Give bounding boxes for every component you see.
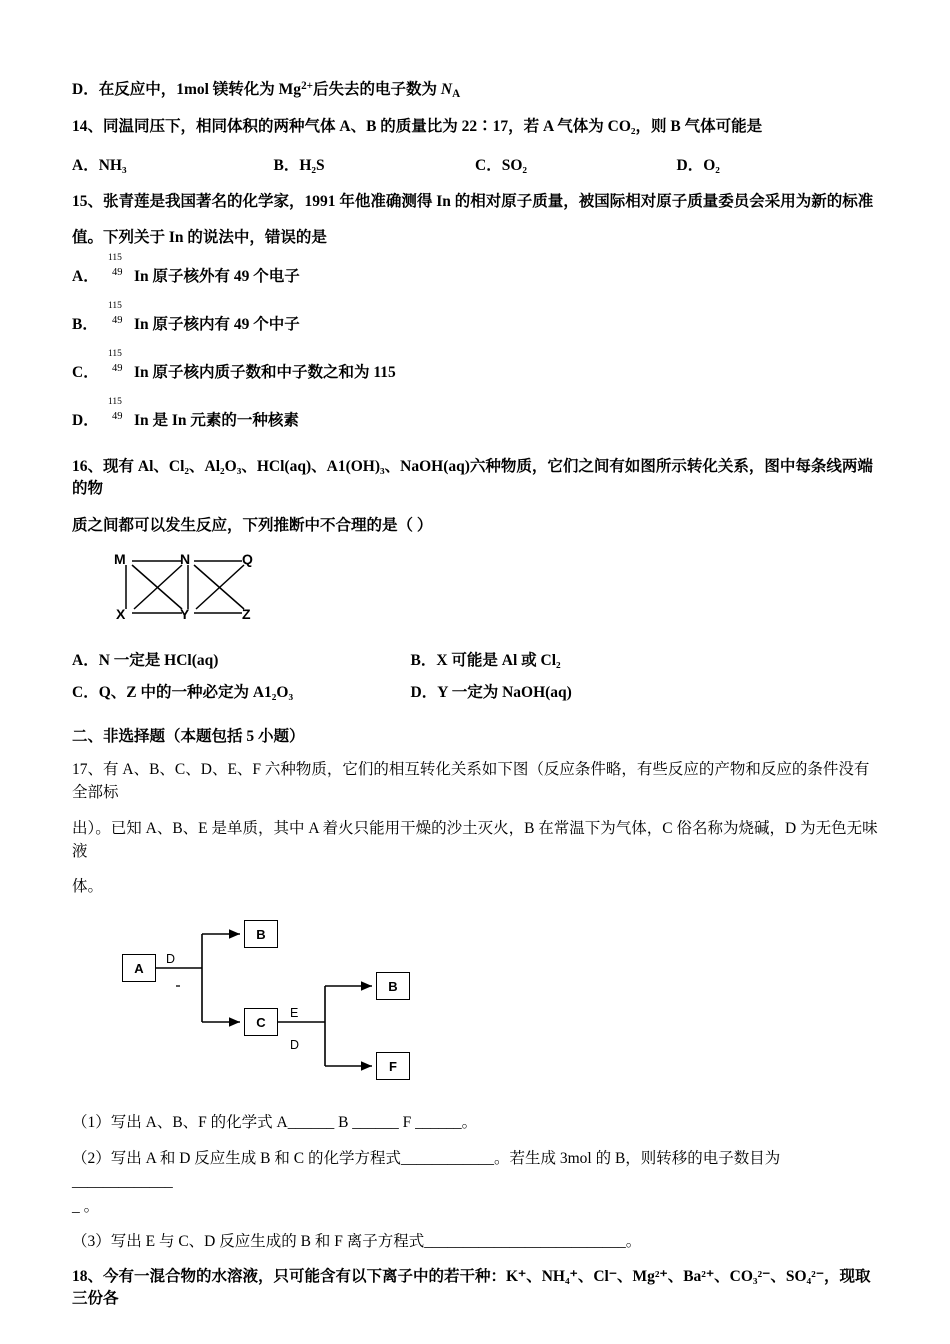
q15-choice-c-text: In 原子核内质子数和中子数之和为 115 — [134, 363, 396, 381]
q16-node-z: Z — [242, 606, 251, 623]
q13-option-d-charge: 2+ — [301, 80, 313, 92]
q17-stem-line1: 17、有 A、B、C、D、E、F 六种物质，它们的相互转化关系如下图（反应条件略，有些反应的产物和反应的条件没有全部标 — [72, 761, 870, 802]
q17-sub2: （2）写出 A 和 D 反应生成 B 和 C 的化学方程式____________。若生成 3mol 的 B，则转移的电子数目为_____________ — [72, 1149, 781, 1190]
q15-choice-d[interactable] — [72, 396, 878, 430]
q17-box-b-top: B — [244, 920, 278, 948]
q15-choice-b-label: B． — [72, 315, 98, 333]
q14-choice-b[interactable]: B．H₂S — [273, 156, 325, 174]
nuclide-notation-icon: 115 49 — [108, 396, 123, 422]
q16-diagram-lines — [114, 551, 279, 626]
q15-choice-b-text: In 原子核内有 49 个中子 — [134, 315, 300, 333]
q17-label-d-2: D — [290, 1038, 300, 1053]
q17-stem-line3: 体。 — [72, 878, 104, 896]
q16-node-q: Q — [242, 551, 253, 568]
section2-title: 二、非选择题（本题包括 5 小题） — [72, 728, 305, 746]
nuclide-notation-icon: 115 49 — [108, 300, 123, 326]
q17-diagram-lines — [110, 914, 530, 1089]
q14-choices — [72, 153, 878, 175]
q17-box-a: A — [122, 954, 156, 982]
q13-option-d-prefix: D．在反应中， — [72, 81, 177, 99]
q14-choice-a[interactable]: A．NH₃ — [72, 156, 127, 174]
q17-stem-line2: 出）。已知 A、B、E 是单质，其中 A 着火只能用干燥的沙土灭火，B 在常温下为气体，C 俗名称为烧碱，D 为无色无味液 — [72, 819, 878, 860]
q17-box-f: F — [376, 1052, 410, 1080]
q16-stem-line1: 16、现有 Al、Cl₂、Al₂O₃、HCl(aq)、A1(OH)₃、NaOH(aq)六种物质，它们之间有如图所示转化关系，图中每条线两端的物 — [72, 457, 873, 498]
q16-node-n: N — [180, 551, 191, 568]
q17-sub2-continuation: _ 。 — [72, 1198, 100, 1216]
q15-stem-line2: 值。下列关于 In 的说法中，错误的是 — [72, 229, 327, 247]
q15-choice-a[interactable] — [72, 252, 878, 286]
q16-choice-b[interactable]: B．X 可能是 Al 或 Cl₂ — [410, 652, 561, 670]
nuclide-notation-icon: 115 49 — [108, 252, 123, 278]
q14-stem: 14、同温同压下，相同体积的两种气体 A、B 的质量比为 22∶17，若 A 气体为 CO₂，则 B 气体可能是 — [72, 118, 763, 136]
q17-sub1: （1）写出 A、B、F 的化学式 A______ B ______ F ______。 — [72, 1114, 478, 1132]
q14-choice-c[interactable]: C．SO₂ — [475, 156, 528, 174]
q17-box-c: C — [244, 1008, 278, 1036]
q17-flow-diagram — [110, 914, 530, 1089]
q16-choice-d[interactable]: D．Y 一定为 NaOH(aq) — [410, 684, 572, 702]
q16-choices-row2 — [72, 680, 878, 702]
q13-option-d — [72, 78, 878, 102]
q16-node-x: X — [116, 606, 126, 623]
q16-node-m: M — [114, 551, 126, 568]
q15-choice-d-label: D． — [72, 411, 99, 429]
q15-choice-d-text: In 是 In 元素的一种核素 — [134, 411, 299, 429]
q13-option-d-middle: 后失去的电子数为 — [313, 81, 441, 99]
q15-stem-line1: 15、张青莲是我国著名的化学家，1991 年他准确测得 In 的相对原子质量，被国际相对原子质量委员会采用为新的标准 — [72, 192, 874, 210]
q16-choice-a[interactable]: A．N 一定是 HCl(aq) — [72, 652, 219, 670]
q13-option-d-bold: 1mol 镁转化为 Mg — [176, 81, 302, 99]
q18-stem: 18、今有一混合物的水溶液，只可能含有以下离子中的若干种：K⁺、NH₄⁺、Cl⁻、Mg²⁺、Ba²⁺、CO₃²⁻、SO₄²⁻，现取三份各 — [72, 1267, 871, 1308]
q17-box-b-right: B — [376, 972, 410, 1000]
q15-choice-a-text: In 原子核外有 49 个电子 — [134, 267, 300, 285]
q15-choice-b[interactable] — [72, 300, 878, 334]
nuclide-notation-icon: 115 49 — [108, 348, 123, 374]
q15-choice-c[interactable] — [72, 348, 878, 382]
q15-choice-c-label: C． — [72, 363, 99, 381]
q16-transformation-diagram — [114, 551, 279, 626]
q14-choice-d[interactable]: D．O₂ — [676, 156, 720, 174]
q15-choice-a-label: A． — [72, 267, 99, 285]
q13-option-d-subscript: A — [452, 88, 461, 101]
q16-node-y: Y — [180, 606, 190, 623]
q17-sub3: （3）写出 E 与 C、D 反应生成的 B 和 F 离子方程式__________________________。 — [72, 1233, 642, 1251]
q13-option-d-symbol: N — [440, 81, 453, 99]
q16-choices-row1 — [72, 648, 878, 670]
q17-label-e: E — [290, 1006, 299, 1021]
q16-choice-c[interactable]: C．Q、Z 中的一种必定为 A1₂O₃ — [72, 684, 294, 702]
q16-stem-line2: 质之间都可以发生反应，下列推断中不合理的是（ ） — [72, 516, 433, 534]
q17-label-d-1: D — [166, 952, 176, 967]
